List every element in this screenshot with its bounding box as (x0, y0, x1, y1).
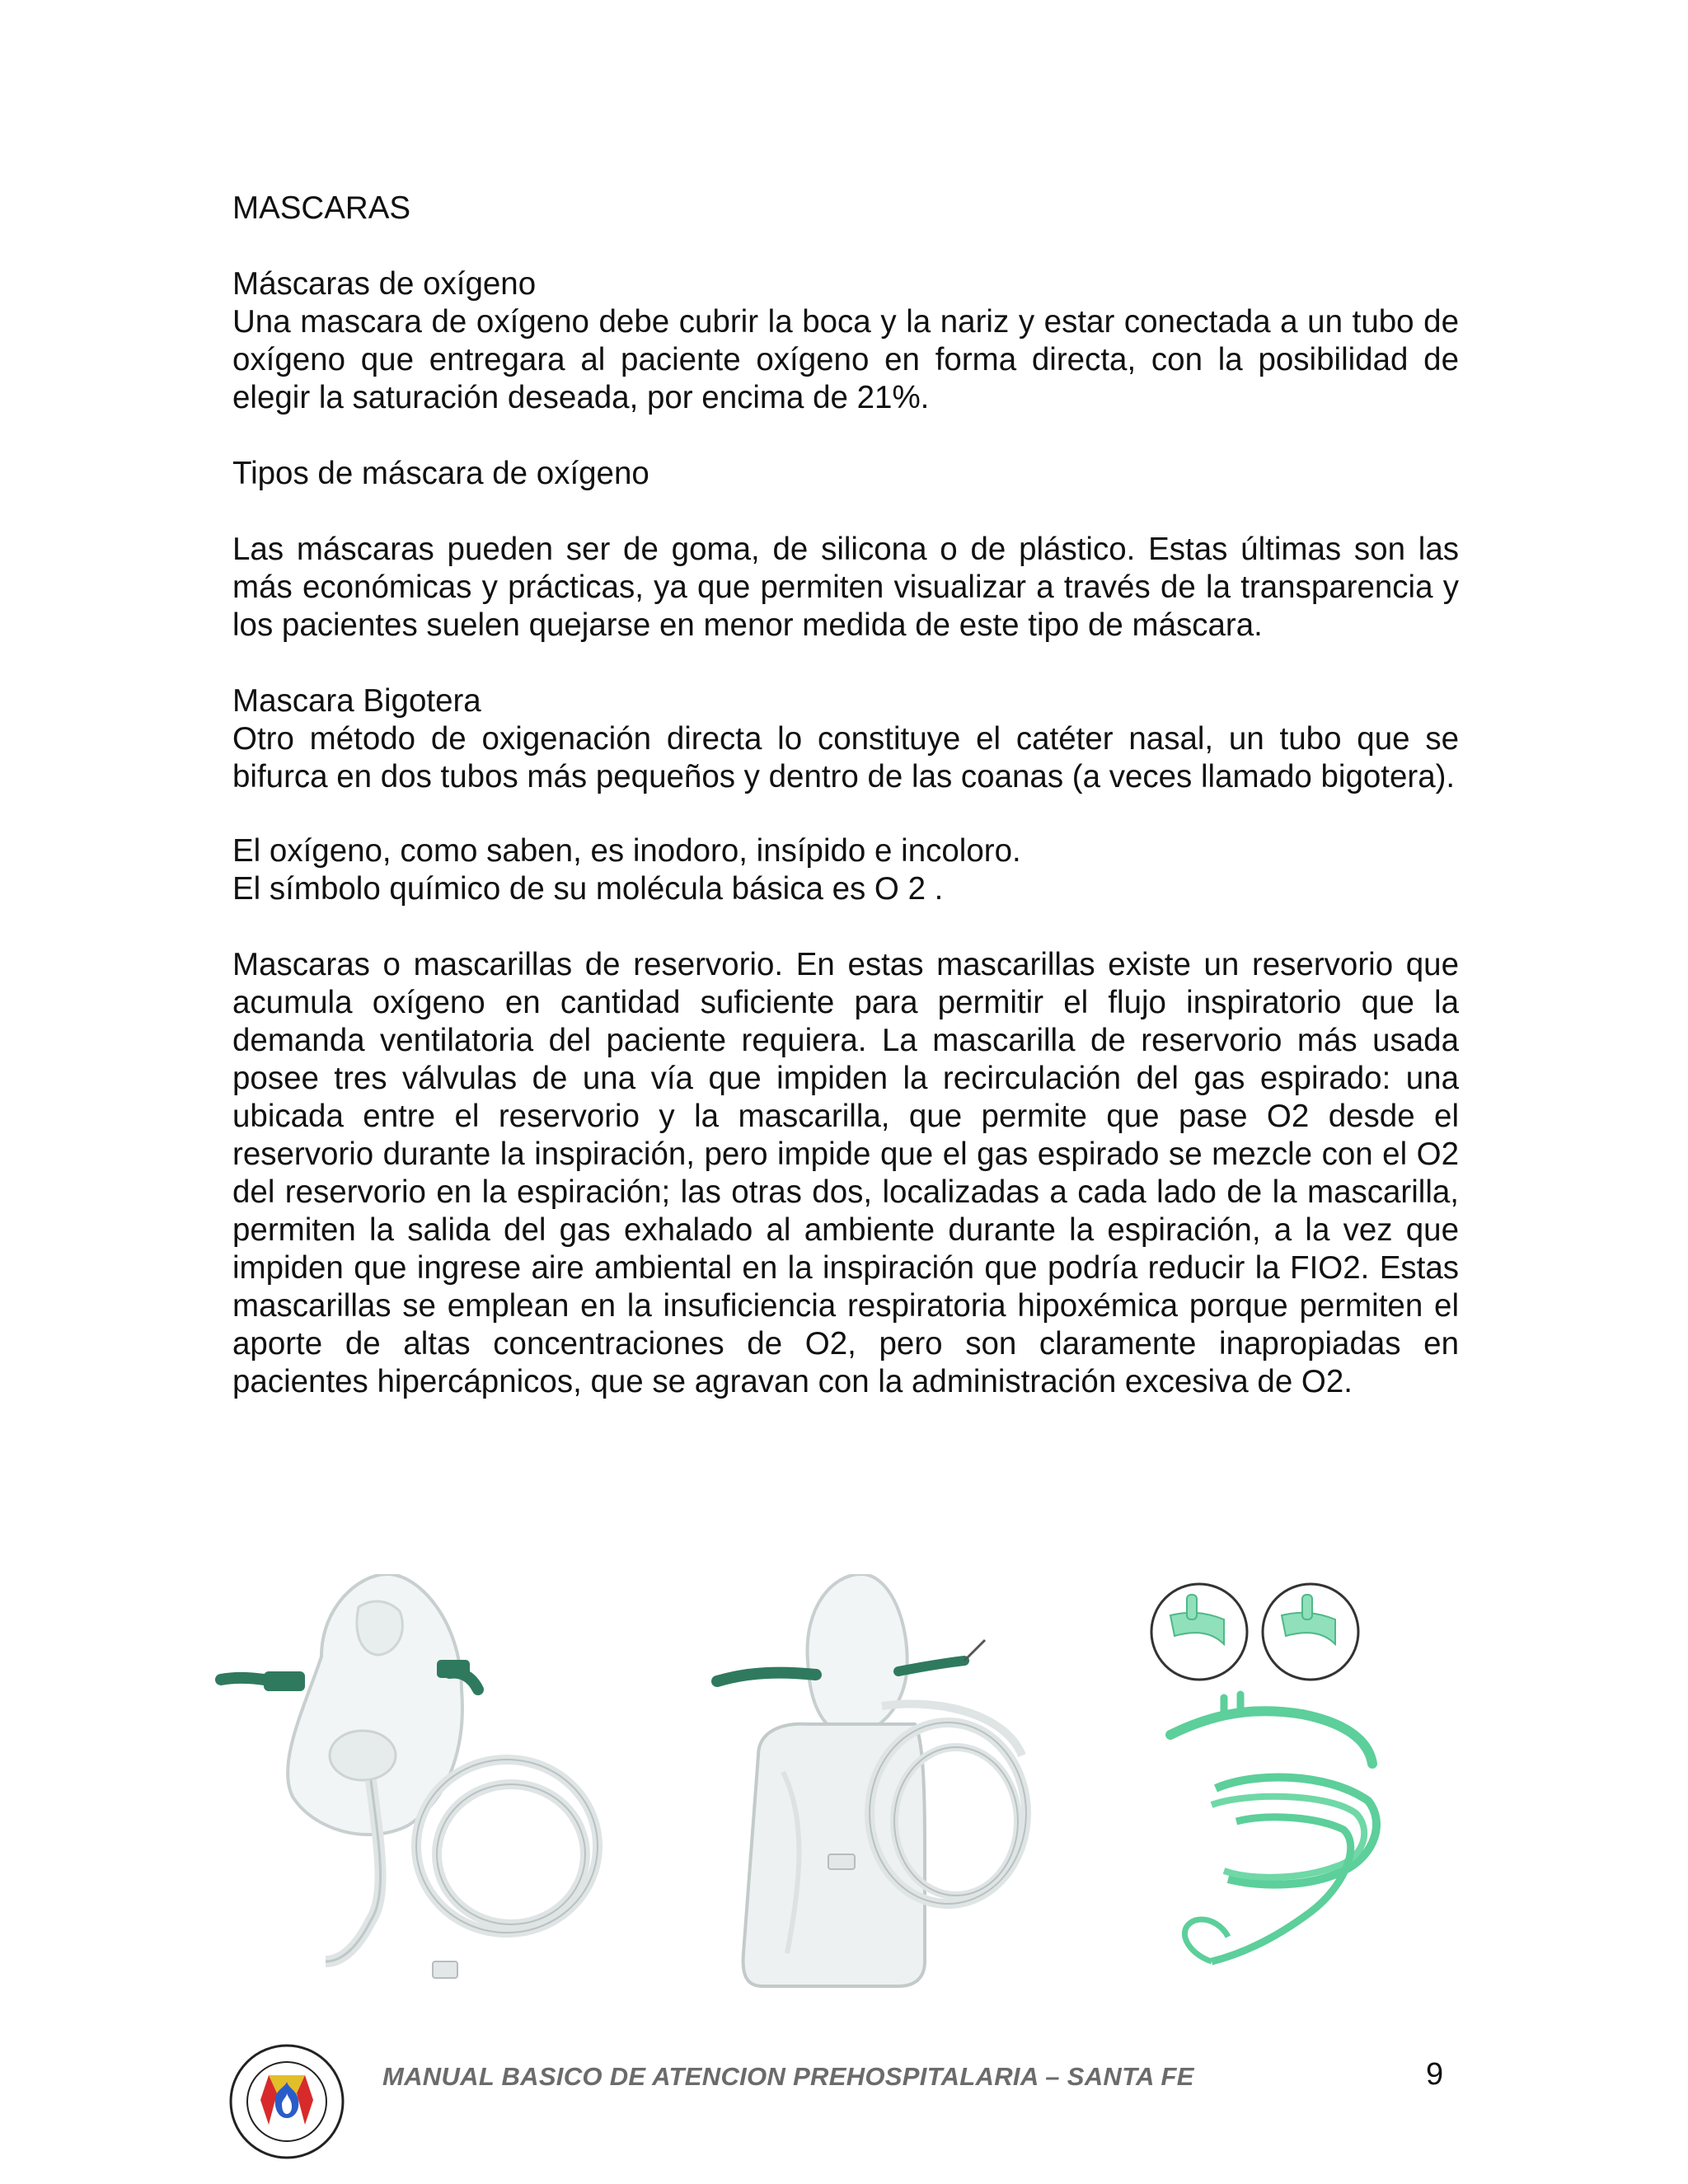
simple-oxygen-mask-image (214, 1574, 626, 1986)
paragraph-reservoir-masks: Mascaras o mascarillas de reservorio. En estas mascarillas existe un reservorio que acumula oxígeno en cantidad suficiente para permitir el flujo inspiratorio que la demanda ventilatoria del paciente requiera. La mascarilla de reservorio más usada posee tres válvulas de una vía que impiden la recirculación del gas espirado: una ubicada entre el reservorio y la mascarilla, que permite que pase O2 desde el reservorio durante la inspiración, pero impide que el gas espirado se mezcle con el O2 del reservorio en la espiración; las otras dos, localizadas a cada lado de la mascarilla, permiten la salida del gas exhalado al ambiente durante la espiración, a la vez que impiden que ingrese aire ambiental en la inspiración que podría reducir la FIO2. Estas mascarillas se emplean en la insuficiencia respiratoria hipoxémica porque permiten el aporte de altas concentraciones de O2, pero son claramente inapropiadas en pacientes hipercápnicos, que se agravan con la administración excesiva de O2. (232, 947, 1459, 1399)
heading-oxygen-masks: Máscaras de oxígeno (232, 266, 537, 302)
footer-title: MANUAL BASICO DE ATENCION PREHOSPITALARIA – SANTA FE (382, 2062, 1194, 2091)
paragraph-oxygen-masks: Una mascara de oxígeno debe cubrir la boca y la nariz y estar conectada a un tubo de oxígeno que entregara al paciente oxígeno en forma directa, con la posibilidad de elegir la saturación deseada, por encima de 21%. (232, 304, 1459, 415)
nasal-cannula-image (1146, 1574, 1393, 1970)
heading-mask-types: Tipos de máscara de oxígeno (232, 456, 649, 491)
page-number: 9 (1426, 2057, 1444, 2092)
figures-row (0, 1574, 1688, 2003)
section-title: MASCARAS (232, 190, 411, 226)
reservoir-mask-image (709, 1574, 1055, 1994)
paragraph-nasal-cannula: Otro método de oxigenación directa lo constituye el catéter nasal, un tubo que se bifurca en dos tubos más pequeños y dentro de las coanas (a veces llamado bigotera). (232, 721, 1459, 794)
oxygen-symbol-line: El símbolo químico de su molécula básica es O 2 . (232, 871, 944, 907)
paragraph-mask-materials: Las máscaras pueden ser de goma, de silicona o de plástico. Estas últimas son las más económicas y prácticas, ya que permiten visualizar a través de la transparencia y los pacientes suelen quejarse en menor medida de este tipo de máscara. (232, 532, 1459, 643)
fire-school-logo (227, 2042, 346, 2161)
heading-nasal-cannula: Mascara Bigotera (232, 683, 481, 719)
main-text (232, 190, 1459, 1401)
oxygen-properties-line: El oxígeno, como saben, es inodoro, insípido e incoloro. (232, 833, 1021, 869)
